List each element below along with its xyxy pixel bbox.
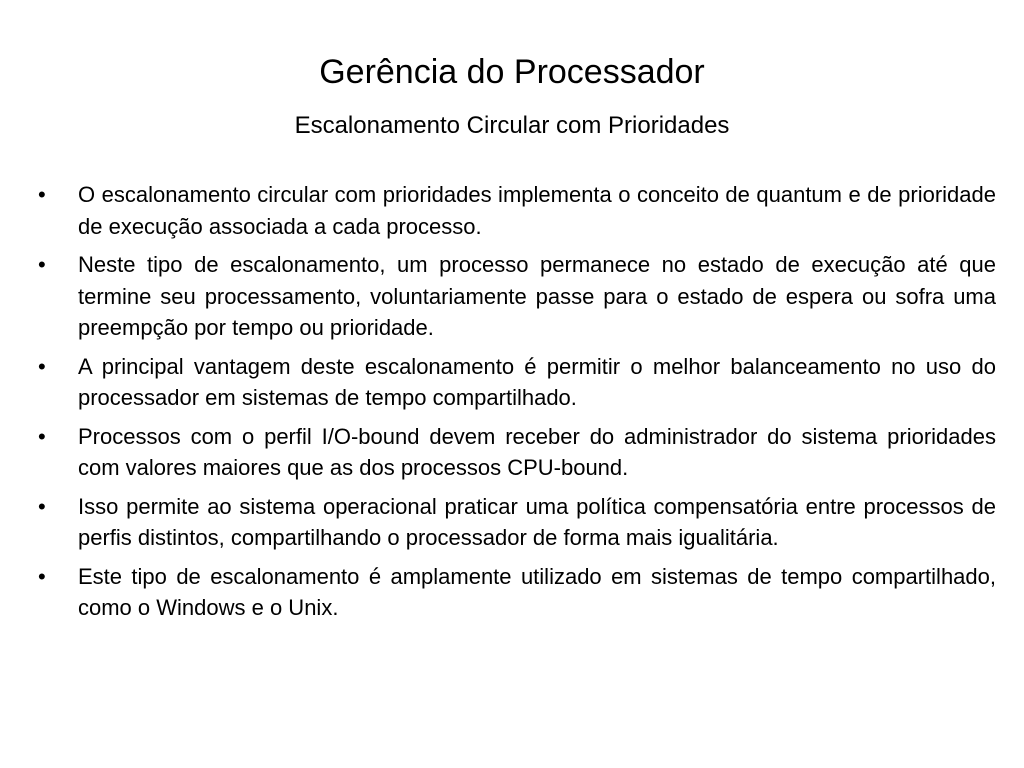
slide-title: Gerência do Processador <box>319 53 705 91</box>
bullet-item <box>38 249 996 344</box>
bullet-item <box>38 179 996 242</box>
bullet-icon: • <box>38 252 46 277</box>
bullet-text: Neste tipo de escalonamento, um processo permanece no estado de execução até que termine seu processamento, voluntariamente passe para o estado de espera ou sofra uma preempção por tempo ou prioridade. <box>78 252 996 340</box>
bullet-icon: • <box>38 353 46 379</box>
bullet-icon: • <box>38 182 46 207</box>
slide-subtitle: Escalonamento Circular com Prioridades <box>294 112 730 139</box>
bullet-item <box>38 561 996 624</box>
bullet-text: Este tipo de escalonamento é amplamente utilizado em sistemas de tempo compartilhado, como o Windows e o Unix. <box>78 563 996 620</box>
bullet-icon: • <box>38 423 46 449</box>
bullet-icon: • <box>38 563 46 589</box>
bullet-list <box>38 179 996 631</box>
bullet-text: Isso permite ao sistema operacional praticar uma política compensatória entre processos de perfis distintos, compartilhando o processador de forma mais igualitária. <box>78 493 996 550</box>
bullet-text: Processos com o perfil I/O-bound devem receber do administrador do sistema prioridades com valores maiores que as dos processos CPU-bound. <box>78 423 996 480</box>
bullet-text: O escalonamento circular com prioridades implementa o conceito de quantum e de prioridade de execução associada a cada processo. <box>78 182 996 239</box>
bullet-item <box>38 351 996 414</box>
bullet-item <box>38 491 996 554</box>
bullet-text: A principal vantagem deste escalonamento é permitir o melhor balanceamento no uso do processador em sistemas de tempo compartilhado. <box>78 353 996 410</box>
bullet-item <box>38 421 996 484</box>
bullet-icon: • <box>38 493 46 519</box>
